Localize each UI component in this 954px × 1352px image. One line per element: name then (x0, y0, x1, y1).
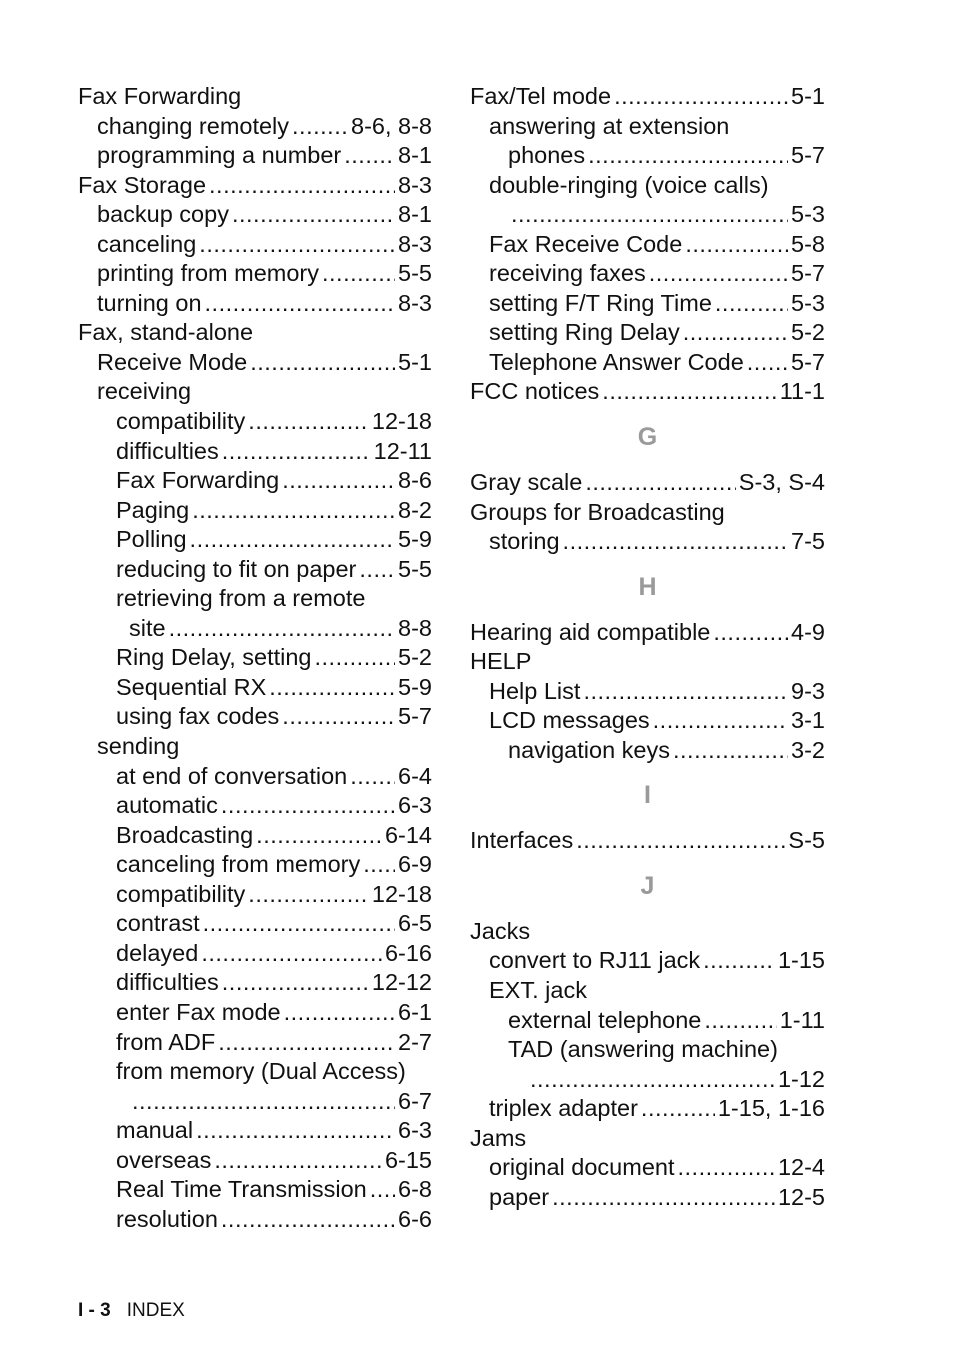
dot-leader (563, 527, 788, 557)
index-entry (78, 1116, 432, 1146)
index-entry-page: 5-1 (791, 83, 825, 109)
index-entry-term: Help List (489, 677, 581, 704)
index-entry (470, 946, 825, 976)
section-letter: H (638, 572, 657, 601)
index-entry-page: 6-7 (398, 1087, 432, 1114)
index-entry (78, 732, 432, 762)
index-entry-term: EXT. jack (489, 977, 587, 1004)
index-entry-term: setting Ring Delay (489, 319, 680, 346)
index-entry-page: 1-11 (779, 1006, 825, 1033)
index-entry-page: 12-5 (777, 1183, 825, 1210)
index-column-right (470, 82, 825, 1212)
index-entry-term: difficulties (116, 437, 219, 464)
section-letter: I (644, 781, 651, 810)
dot-leader (673, 736, 788, 766)
index-entry-term: Sequential RX (116, 673, 267, 700)
index-entry-term: using fax codes (116, 703, 280, 730)
dot-leader (269, 673, 395, 703)
index-entry-term: Gray scale (470, 469, 583, 496)
index-entry-page: 11-1 (779, 378, 825, 405)
index-entry-term: turning on (97, 289, 202, 316)
index-entry (470, 736, 825, 766)
index-entry-term: compatibility (116, 408, 246, 435)
index-entry-term: Polling (116, 526, 187, 553)
dot-leader (282, 702, 395, 732)
index-entry-page: 1-12 (777, 1065, 825, 1092)
dot-leader (214, 1146, 382, 1176)
dot-leader (248, 880, 369, 910)
index-entry (78, 1028, 432, 1058)
index-entry (470, 171, 825, 201)
index-entry (78, 1175, 432, 1205)
index-entry (470, 318, 825, 348)
index-entry-page: 3-2 (791, 736, 825, 763)
index-entry-term: Jacks (470, 917, 531, 944)
index-entry-term: site (129, 614, 166, 641)
index-entry-term: from memory (Dual Access) (116, 1058, 406, 1085)
index-entry (470, 141, 825, 171)
index-entry (470, 82, 825, 112)
index-entry-term: receiving (97, 378, 192, 405)
dot-leader (703, 946, 775, 976)
index-entry-page: 12-12 (371, 969, 432, 996)
index-entry-term: enter Fax mode (116, 998, 281, 1025)
dot-leader (232, 200, 395, 230)
index-entry (470, 826, 825, 856)
index-entry-page: 6-8 (398, 1176, 432, 1203)
dot-leader (282, 466, 395, 496)
index-entry-page: 8-1 (398, 142, 432, 169)
index-entry (78, 496, 432, 526)
index-entry-term: canceling from memory (116, 851, 361, 878)
index-entry-term: HELP (470, 648, 532, 675)
dot-leader (641, 1094, 715, 1124)
dot-leader (653, 706, 788, 736)
dot-leader (205, 289, 396, 319)
index-entry-page: 6-3 (398, 1117, 432, 1144)
index-entry-page: 8-8 (398, 614, 432, 641)
index-entry-term: changing remotely (97, 112, 290, 139)
index-entry (78, 200, 432, 230)
section-letter: J (640, 871, 655, 900)
dot-leader (552, 1183, 775, 1213)
dot-leader (256, 821, 382, 851)
index-entry-term: retrieving from a remote (116, 585, 366, 612)
index-entry-page: 5-9 (398, 526, 432, 553)
index-entry-term: storing (489, 528, 560, 555)
index-entry (470, 468, 825, 498)
index-entry-page: 1-15, 1-16 (717, 1095, 825, 1122)
index-entry (78, 437, 432, 467)
index-entry (78, 112, 432, 142)
index-entry-term: reducing to fit on paper (116, 555, 357, 582)
index-entry (470, 1006, 825, 1036)
index-entry (470, 1153, 825, 1183)
index-entry-page: 6-4 (398, 762, 432, 789)
index-entry-term: at end of conversation (116, 762, 348, 789)
index-entry-page: 5-3 (791, 201, 825, 228)
index-entry-term: sending (97, 733, 180, 760)
dot-leader (222, 437, 371, 467)
index-entry-term: Real Time Transmission (116, 1176, 367, 1203)
dot-leader (322, 259, 395, 289)
index-entry-page: 6-15 (384, 1146, 432, 1173)
index-entry-term: setting F/T Ring Time (489, 289, 712, 316)
index-entry-term: Broadcasting (116, 821, 254, 848)
index-entry-page: 8-2 (398, 496, 432, 523)
index-entry-page: 6-1 (398, 998, 432, 1025)
dot-leader (583, 677, 788, 707)
index-entry-page: 4-9 (791, 618, 825, 645)
index-entry-page: 5-7 (791, 260, 825, 287)
index-entry (78, 259, 432, 289)
dot-leader (511, 200, 788, 230)
index-entry-page: 3-1 (791, 707, 825, 734)
index-entry-term: triplex adapter (489, 1095, 638, 1122)
index-entry-page: 9-3 (791, 677, 825, 704)
index-entry-page: 6-5 (398, 910, 432, 937)
index-entry (470, 1183, 825, 1213)
dot-leader (284, 998, 395, 1028)
index-entry (470, 200, 825, 230)
index-entry (78, 348, 432, 378)
index-entry (78, 821, 432, 851)
index-entry (470, 677, 825, 707)
dot-leader (576, 826, 785, 856)
index-entry (470, 1065, 825, 1095)
index-entry-page: 8-6, 8-8 (351, 112, 432, 139)
index-entry (470, 289, 825, 319)
index-entry-term: phones (508, 142, 586, 169)
dot-leader (704, 1006, 776, 1036)
index-entry (78, 318, 432, 348)
index-entry (78, 525, 432, 555)
dot-leader (350, 762, 395, 792)
index-entry-page: 8-3 (398, 230, 432, 257)
index-entry-page: 12-4 (777, 1154, 825, 1181)
index-entry-page: 5-1 (398, 348, 432, 375)
index-entry (470, 527, 825, 557)
index-entry-page: 12-18 (371, 880, 432, 907)
dot-leader (203, 909, 395, 939)
index-entry-page: 6-14 (384, 821, 432, 848)
index-entry (78, 762, 432, 792)
index-entry-term: TAD (answering machine) (508, 1036, 778, 1063)
index-entry-term: double-ringing (voice calls) (489, 171, 769, 198)
index-entry (78, 466, 432, 496)
index-entry-page: 8-1 (398, 201, 432, 228)
dot-leader (292, 112, 348, 142)
index-entry-page: S-3, S-4 (738, 469, 825, 496)
index-entry-term: LCD messages (489, 707, 650, 734)
dot-leader (221, 1205, 395, 1235)
index-entry-term: Fax, stand-alone (78, 319, 254, 346)
index-entry (470, 1094, 825, 1124)
dot-leader (602, 377, 776, 407)
section-letter: G (637, 423, 658, 452)
index-entry-page: 12-18 (371, 408, 432, 435)
dot-leader (218, 1028, 395, 1058)
index-entry (470, 1035, 825, 1065)
index-entry-page: 5-8 (791, 230, 825, 257)
index-entry (78, 230, 432, 260)
dot-leader (588, 141, 788, 171)
index-entry-term: Fax Receive Code (489, 230, 683, 257)
index-entry-term: Ring Delay, setting (116, 644, 312, 671)
index-entry (470, 112, 825, 142)
dot-leader (363, 850, 395, 880)
dot-leader (221, 791, 395, 821)
index-entry (470, 976, 825, 1006)
dot-leader (250, 348, 395, 378)
index-entry-page: 5-7 (791, 142, 825, 169)
index-entry (470, 706, 825, 736)
index-entry-page: 1-15 (777, 947, 825, 974)
index-entry-term: contrast (116, 910, 200, 937)
dot-leader (685, 230, 788, 260)
index-entry (78, 791, 432, 821)
index-entry (78, 998, 432, 1028)
index-entry (78, 1205, 432, 1235)
dot-leader (315, 643, 396, 673)
page-footer (78, 1300, 185, 1322)
index-entry (78, 939, 432, 969)
footer-page-number: I - 3 (78, 1300, 111, 1321)
index-entry-page: 8-3 (398, 171, 432, 198)
dot-leader (248, 407, 369, 437)
index-entry-page: 8-6 (398, 467, 432, 494)
index-entry (78, 171, 432, 201)
index-entry-page: 5-2 (791, 319, 825, 346)
index-entry (78, 377, 432, 407)
index-entry-term: Fax Storage (78, 171, 207, 198)
index-entry (470, 498, 825, 528)
dot-leader (678, 1153, 775, 1183)
dot-leader (614, 82, 788, 112)
index-entry (78, 1146, 432, 1176)
index-entry-term: convert to RJ11 jack (489, 947, 701, 974)
index-entry-term: programming a number (97, 142, 342, 169)
index-entry-page: 6-9 (398, 851, 432, 878)
index-column-left (78, 82, 432, 1234)
index-entry-page: 5-7 (398, 703, 432, 730)
dot-leader (169, 614, 395, 644)
index-entry (78, 584, 432, 614)
index-entry-page: 5-7 (791, 348, 825, 375)
index-entry-page: 5-5 (398, 555, 432, 582)
index-entry-term: canceling (97, 230, 197, 257)
index-entry-term: Fax Forwarding (78, 83, 242, 109)
dot-leader (747, 348, 788, 378)
index-entry-page: 7-5 (791, 528, 825, 555)
index-entry-term: Fax Forwarding (116, 467, 280, 494)
index-entry (78, 614, 432, 644)
index-entry (470, 377, 825, 407)
index-entry (78, 1057, 432, 1087)
index-entry (470, 230, 825, 260)
dot-leader (222, 968, 369, 998)
index-entry-term: compatibility (116, 880, 246, 907)
index-entry-term: Groups for Broadcasting (470, 498, 725, 525)
index-entry-page: 6-16 (384, 939, 432, 966)
index-entry-term: receiving faxes (489, 260, 646, 287)
dot-leader (715, 289, 788, 319)
dot-leader (530, 1065, 775, 1095)
index-entry-term: FCC notices (470, 378, 600, 405)
index-entry (470, 917, 825, 947)
dot-leader (585, 468, 735, 498)
index-entry (78, 141, 432, 171)
index-entry-term: backup copy (97, 201, 229, 228)
index-entry-page: 5-2 (398, 644, 432, 671)
index-entry (78, 643, 432, 673)
index-entry (78, 555, 432, 585)
index-entry (78, 673, 432, 703)
index-entry-term: external telephone (508, 1006, 702, 1033)
index-entry-term: delayed (116, 939, 199, 966)
index-entry (78, 968, 432, 998)
index-entry-term: from ADF (116, 1028, 216, 1055)
dot-leader (190, 525, 395, 555)
index-entry-term: overseas (116, 1146, 212, 1173)
index-entry-page: 5-5 (398, 260, 432, 287)
index-entry (78, 909, 432, 939)
dot-leader (196, 1116, 395, 1146)
index-entry (78, 82, 432, 112)
index-entry (470, 1124, 825, 1154)
index-entry-page: 6-6 (398, 1205, 432, 1232)
dot-leader (344, 141, 395, 171)
index-entry-term: Hearing aid compatible (470, 618, 711, 645)
index-entry-term: difficulties (116, 969, 219, 996)
dot-leader (649, 259, 788, 289)
index-entry (470, 647, 825, 677)
dot-leader (209, 171, 395, 201)
index-entry-page: 2-7 (398, 1028, 432, 1055)
dot-leader (192, 496, 395, 526)
index-entry (470, 348, 825, 378)
index-entry-term: original document (489, 1154, 675, 1181)
index-entry (78, 407, 432, 437)
dot-leader (132, 1087, 395, 1117)
index-entry-term: paper (489, 1183, 550, 1210)
index-entry (78, 1087, 432, 1117)
index-entry-term: Fax/Tel mode (470, 83, 612, 109)
index-entry-term: resolution (116, 1205, 218, 1232)
index-entry-term: answering at extension (489, 112, 730, 139)
index-entry (78, 289, 432, 319)
index-entry-term: printing from memory (97, 260, 319, 287)
dot-leader (359, 555, 395, 585)
index-entry-term: Interfaces (470, 827, 574, 854)
index-entry-page: 5-3 (791, 289, 825, 316)
dot-leader (713, 618, 788, 648)
dot-leader (201, 939, 382, 969)
index-entry (470, 259, 825, 289)
index-entry (470, 618, 825, 648)
index-entry-page: 12-11 (373, 437, 432, 464)
index-entry-term: navigation keys (508, 736, 670, 763)
index-entry-term: Telephone Answer Code (489, 348, 744, 375)
index-entry-page: S-5 (788, 827, 825, 854)
index-entry (78, 850, 432, 880)
index-entry-page: 6-3 (398, 792, 432, 819)
dot-leader (370, 1175, 395, 1205)
index-entry-term: automatic (116, 792, 218, 819)
index-entry-term: Jams (470, 1124, 527, 1151)
index-entry (78, 880, 432, 910)
index-entry-page: 5-9 (398, 673, 432, 700)
index-entry-term: Receive Mode (97, 348, 248, 375)
index-entry-term: Paging (116, 496, 190, 523)
dot-leader (199, 230, 395, 260)
index-entry-term: manual (116, 1117, 194, 1144)
index-entry-page: 8-3 (398, 289, 432, 316)
footer-section-label: INDEX (126, 1300, 185, 1321)
index-entry (78, 702, 432, 732)
dot-leader (683, 318, 788, 348)
